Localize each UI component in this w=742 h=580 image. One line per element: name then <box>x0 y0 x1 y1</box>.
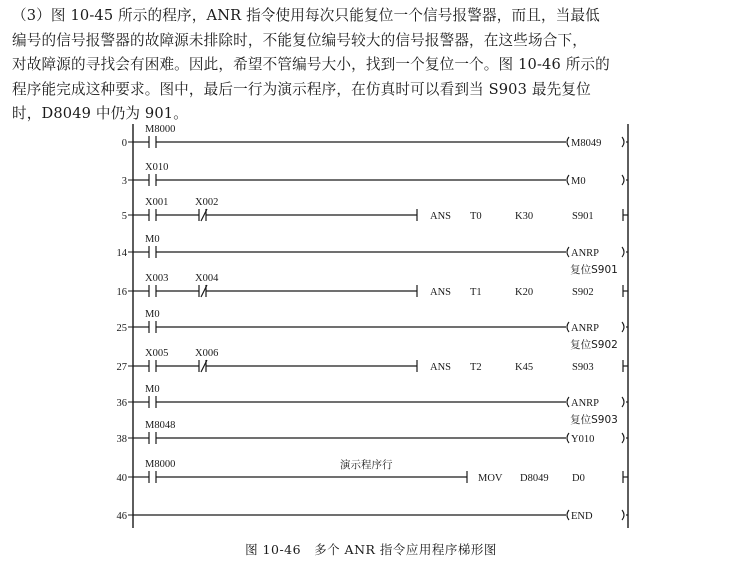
instruction-operand: K45 <box>515 362 534 373</box>
step-address: 16 <box>116 287 127 298</box>
reset-note: 复位S902 <box>570 339 618 351</box>
coil-bracket-right <box>622 510 624 520</box>
coil-operand: ANRP <box>571 398 600 409</box>
contact-label: M0 <box>145 384 160 395</box>
reset-note: 复位S903 <box>570 414 618 426</box>
coil-operand: END <box>571 511 593 522</box>
coil-operand: M8049 <box>571 138 602 149</box>
contact-label: X010 <box>145 162 169 173</box>
coil-bracket-left <box>567 137 569 147</box>
instruction-operand: T1 <box>470 287 482 298</box>
coil-bracket-right <box>622 397 624 407</box>
instruction-operand: ANS <box>430 362 452 373</box>
contact-label: X001 <box>145 197 169 208</box>
paragraph-line: 程序能完成这种要求。图中，最后一行为演示程序，在仿真时可以看到当 S903 最先复位 <box>12 80 591 98</box>
step-address: 0 <box>121 138 127 149</box>
coil-bracket-right <box>622 137 624 147</box>
coil-bracket-left <box>567 247 569 257</box>
instruction-operand: ANS <box>430 211 452 222</box>
instruction-operand: D8049 <box>520 473 549 484</box>
coil-operand: Y010 <box>571 434 595 445</box>
coil-bracket-right <box>622 322 624 332</box>
instruction-operand: ANS <box>430 287 452 298</box>
contact-label: M8000 <box>145 124 176 135</box>
contact-label: X006 <box>195 348 219 359</box>
reset-note: 复位S901 <box>570 264 618 276</box>
step-address: 3 <box>121 176 127 187</box>
contact-label: X005 <box>145 348 169 359</box>
coil-bracket-right <box>622 247 624 257</box>
step-address: 38 <box>116 434 127 445</box>
coil-bracket-left <box>567 433 569 443</box>
coil-bracket-right <box>622 175 624 185</box>
instruction-operand: T2 <box>470 362 482 373</box>
coil-bracket-left <box>567 510 569 520</box>
coil-bracket-left <box>567 322 569 332</box>
step-address: 14 <box>116 248 127 259</box>
step-address: 25 <box>116 323 127 334</box>
contact-label: M8000 <box>145 459 176 470</box>
contact-label: M0 <box>145 234 160 245</box>
coil-bracket-right <box>622 433 624 443</box>
coil-operand: ANRP <box>571 248 600 259</box>
instruction-operand: T0 <box>470 211 482 222</box>
contact-label: M8048 <box>145 420 176 431</box>
instruction-operand: S901 <box>572 211 594 222</box>
coil-operand: ANRP <box>571 323 600 334</box>
figure-caption: 图 10-46 多个 ANR 指令应用程序梯形图 <box>245 542 497 557</box>
coil-bracket-left <box>567 397 569 407</box>
contact-label: M0 <box>145 309 160 320</box>
coil-operand: M0 <box>571 176 586 187</box>
step-address: 46 <box>116 511 127 522</box>
step-address: 40 <box>116 473 127 484</box>
paragraph-line: 编号的信号报警器的故障源未排除时，不能复位编号较大的信号报警器，在这些场合下， <box>12 31 588 49</box>
paragraph-line: （3）图 10-45 所示的程序，ANR 指令使用每次只能复位一个信号报警器，而且，当最低 <box>12 7 600 24</box>
contact-label: X002 <box>195 197 219 208</box>
instruction-operand: S902 <box>572 287 594 298</box>
instruction-operand: K30 <box>515 211 534 222</box>
paragraph-line: 时，D8049 中仍为 901。 <box>12 105 188 122</box>
instruction-operand: MOV <box>478 473 503 484</box>
step-address: 5 <box>121 211 127 222</box>
contact-label: X003 <box>145 273 169 284</box>
paragraph-line: 对故障源的寻找会有困难。因此，希望不管编号大小，找到一个复位一个。图 10-46 所示的 <box>12 56 610 73</box>
instruction-operand: S903 <box>572 362 594 373</box>
instruction-operand: D0 <box>572 473 585 484</box>
step-address: 36 <box>116 398 127 409</box>
instruction-operand: K20 <box>515 287 534 298</box>
demo-comment: 演示程序行 <box>340 459 393 471</box>
contact-label: X004 <box>195 273 219 284</box>
step-address: 27 <box>116 362 127 373</box>
coil-bracket-left <box>567 175 569 185</box>
